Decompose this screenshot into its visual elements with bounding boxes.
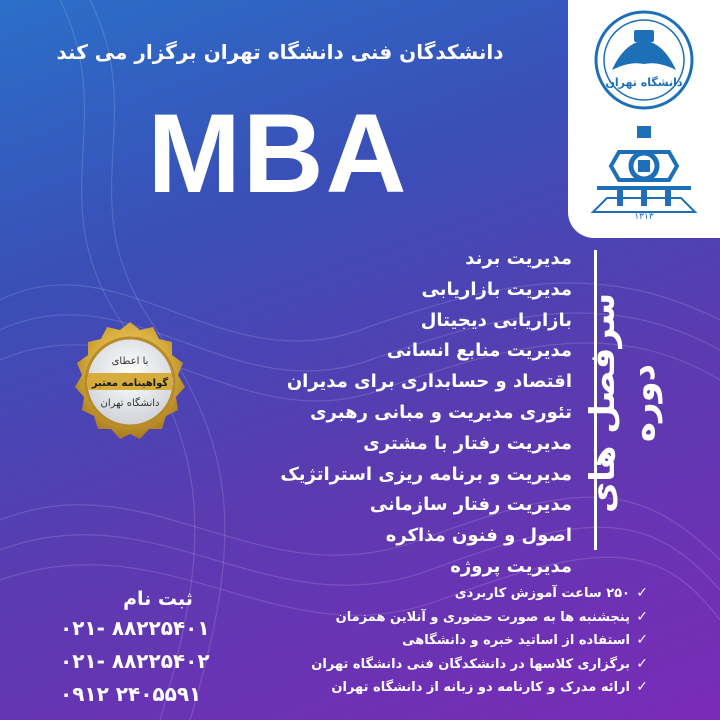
section-title-text: سرفصل های دوره [583,292,663,514]
logo-panel [568,0,720,238]
feature-text: استفاده از اساتید خبره و دانشگاهی [402,633,630,648]
check-icon: ✓ [636,655,648,672]
topic-item: مدیریت بازاریابی [421,278,572,300]
feature-item [238,676,648,700]
topic-item: اصول و فنون مذاکره [385,525,572,547]
topic-item: مدیریت پروژه [450,555,572,577]
university-logo-text: دانشگاه تهران [605,76,683,89]
check-icon: ✓ [636,585,648,601]
feature-item [238,629,648,653]
phone-number[interactable]: ۰۲۱- ۸۸۲۲۵۴۰۲ [60,649,210,673]
section-title-vertical [583,248,663,558]
topic-item: مدیریت منابع انسانی [386,340,572,362]
registration-block [60,588,256,711]
topic-item: مدیریت رفتار سازمانی [369,494,572,516]
phone-number[interactable]: ۰۹۱۲ ۲۴۰۵۵۹۱ [60,682,202,706]
features-list [238,582,648,700]
university-of-tehran-seal-icon [592,8,696,112]
topic-item: مدیریت رفتار با مشتری [363,432,572,454]
topic-item: بازاریابی دیجیتال [420,309,572,331]
topic-item: تئوری مدیریت و مبانی رهبری [310,401,572,423]
feature-text: برگزاری کلاسها در دانشکدگان فنی دانشگاه تهران [311,656,630,672]
badge-line1: با اعطای [111,356,149,367]
headline: دانشکدگان فنی دانشگاه تهران برگزار می کند [56,40,504,64]
feature-text: پنجشنبه ها به صورت حضوری و آنلاین همزمان [335,609,630,625]
check-icon: ✓ [636,632,648,648]
college-of-engineering-gear-icon [589,122,699,222]
engineering-logo-text: ۱۳۱۳ [634,212,654,222]
phone-number[interactable]: ۰۲۱- ۸۸۲۲۵۴۰۱ [60,616,210,640]
feature-text: ۲۵۰ ساعت آموزش کاربردی [454,586,630,601]
feature-item [238,606,648,630]
feature-item [238,582,648,606]
check-icon: ✓ [636,608,648,625]
check-icon: ✓ [636,679,648,695]
topic-item: مدیریت و برنامه ریزی استراتژیک [280,463,572,485]
feature-text: ارائه مدرک و کارنامه دو زبانه از دانشگاه تهران [331,680,630,695]
feature-item [238,653,648,677]
certificate-badge-icon [58,310,202,454]
badge-line3: دانشگاه تهران [100,398,160,409]
registration-title: ثبت نام [123,588,193,610]
topic-item: مدیریت برند [465,248,572,269]
program-title: MBA [147,91,409,216]
topic-item: اقتصاد و حسابداری برای مدیران [286,371,572,393]
badge-line2: گواهینامه معتبر [91,378,169,389]
topics-list [192,244,572,583]
